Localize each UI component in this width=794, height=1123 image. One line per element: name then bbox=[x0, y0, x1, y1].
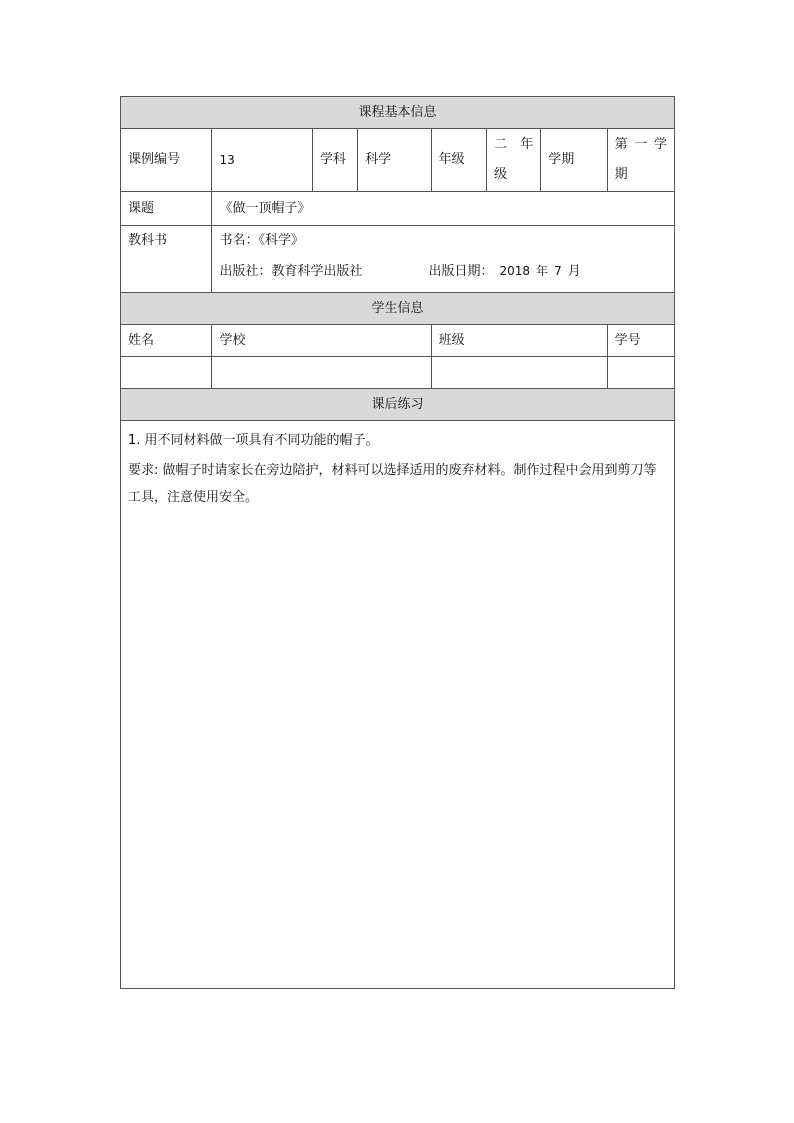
publish-year-unit: 年 bbox=[536, 264, 549, 278]
textbook-details bbox=[212, 226, 675, 293]
lesson-info-table bbox=[120, 96, 675, 989]
topic-label: 课题 bbox=[121, 192, 212, 226]
term-label: 学期 bbox=[541, 129, 607, 192]
grade-value-part: 年 bbox=[520, 137, 534, 152]
grade-value bbox=[486, 129, 540, 192]
student-school-field[interactable] bbox=[212, 357, 431, 389]
grade-value-part: 二 bbox=[493, 137, 507, 152]
student-info-header: 学生信息 bbox=[121, 293, 675, 325]
subject-value: 科学 bbox=[358, 129, 431, 192]
textbook-label: 教科书 bbox=[121, 226, 212, 293]
lesson-code-label: 课例编号 bbox=[121, 129, 212, 192]
textbook-publication bbox=[219, 251, 667, 282]
exercise-requirement: 要求: 做帽子时请家长在旁边陪护，材料可以选择适用的废弃材料。制作过程中会用到剪刀等工具，注意使用安全。 bbox=[128, 463, 657, 505]
student-number-field[interactable] bbox=[607, 357, 674, 389]
exercise-header: 课后练习 bbox=[121, 389, 675, 421]
publisher: 出版社：教育科学出版社 bbox=[219, 264, 363, 279]
publish-date-label: 出版日期： bbox=[428, 264, 494, 279]
lesson-code-value: 13 bbox=[212, 129, 313, 192]
student-class-label: 班级 bbox=[431, 325, 607, 357]
term-value-part: 一 bbox=[634, 137, 648, 152]
term-value bbox=[607, 129, 674, 192]
student-name-field[interactable] bbox=[121, 357, 212, 389]
student-class-field[interactable] bbox=[431, 357, 607, 389]
exercise-item-1: 1. 用不同材料做一项具有不同功能的帽子。 bbox=[128, 433, 379, 448]
publish-year: 2018 bbox=[499, 264, 531, 278]
term-value-part: 学 bbox=[653, 137, 667, 152]
student-number-label: 学号 bbox=[607, 325, 674, 357]
exercise-content bbox=[121, 421, 675, 989]
course-info-header: 课程基本信息 bbox=[121, 97, 675, 129]
textbook-name: 书名：《科学》 bbox=[219, 233, 304, 248]
publish-month-unit: 月 bbox=[567, 264, 581, 279]
lesson-sheet bbox=[120, 96, 675, 989]
topic-value: 《做一顶帽子》 bbox=[212, 192, 675, 226]
term-value-part: 期 bbox=[614, 167, 628, 182]
subject-label: 学科 bbox=[313, 129, 358, 192]
term-value-part: 第 bbox=[614, 137, 628, 152]
grade-label: 年级 bbox=[431, 129, 486, 192]
publish-month: 7 bbox=[554, 264, 562, 278]
student-school-label: 学校 bbox=[212, 325, 431, 357]
grade-value-part: 级 bbox=[493, 167, 507, 182]
student-name-label: 姓名 bbox=[121, 325, 212, 357]
